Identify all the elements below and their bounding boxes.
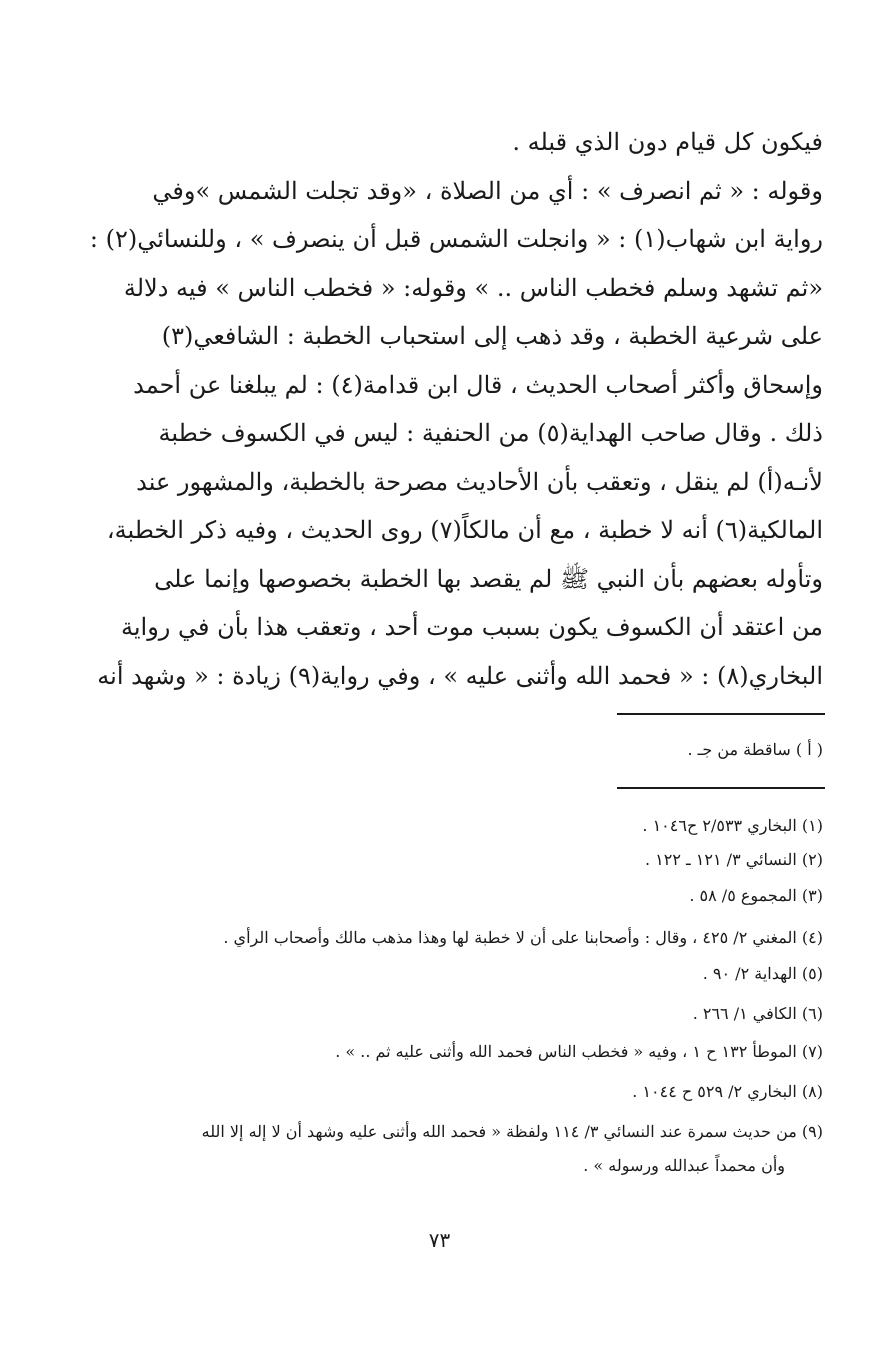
footnote: (٣) المجموع ٥/ ٥٨ . xyxy=(689,886,823,905)
text-line: «ثم تشهد وسلم فخطب الناس .. » وقوله: « فخطب الناس » فيه دلالة xyxy=(123,273,823,302)
text-line: ذلك . وقال صاحب الهداية(٥) من الحنفية : ليس في الكسوف خطبة xyxy=(158,419,823,447)
footnote: (٦) الكافي ١/ ٢٦٦ . xyxy=(692,1004,823,1023)
text-line: رواية ابن شهاب(١) : « وانجلت الشمس قبل أن ينصرف » ، وللنسائي(٢) : xyxy=(89,225,823,253)
footnote: (٢) النسائي ٣/ ١٢١ ـ ١٢٢ . xyxy=(644,850,823,869)
text-line: المالكية(٦) أنه لا خطبة ، مع أن مالكاً(٧) روى الحديث ، وفيه ذكر الخطبة، xyxy=(106,516,823,544)
text-line: وإسحاق وأكثر أصحاب الحديث ، قال ابن قدامة(٤) : لم يبلغنا عن أحمد xyxy=(133,370,823,399)
footnote: (٩) من حديث سمرة عند النسائي ٣/ ١١٤ ولفظة « فحمد الله وأثنى عليه وشهد أن لا إله إلا الله xyxy=(201,1122,823,1141)
footnote: (١) البخاري ٢/٥٣٣ ح١٠٤٦ . xyxy=(642,816,823,835)
footnote: (٤) المغني ٢/ ٤٢٥ ، وقال : وأصحابنا على أن لا خطبة لها وهذا مذهب مالك وأصحاب الرأي . xyxy=(223,928,823,947)
footnote: (٧) الموطأ ١٣٢ ح ١ ، وفيه « فخطب الناس فحمد الله وأثنى عليه ثم .. » . xyxy=(335,1042,823,1061)
footnote: (٨) البخاري ٢/ ٥٢٩ ح ١٠٤٤ . xyxy=(632,1082,823,1101)
text-line: وتأوله بعضهم بأن النبي ﷺ لم يقصد بها الخطبة بخصوصها وإنما على xyxy=(154,564,823,593)
text-line: وقوله : « ثم انصرف » : أي من الصلاة ، «وقد تجلت الشمس »وفي xyxy=(152,176,823,205)
text-line: من اعتقد أن الكسوف يكون بسبب موت أحد ، وتعقب هذا بأن في رواية xyxy=(121,613,823,641)
text-line: لأنـه(أ) لم ينقل ، وتعقب بأن الأحاديث مصرحة بالخطبة، والمشهور عند xyxy=(136,467,823,496)
text-line: فيكون كل قيام دون الذي قبله . xyxy=(512,128,823,156)
manuscript-note: ( أ ) ساقطة من جـ . xyxy=(687,740,823,759)
text-line: البخاري(٨) : « فحمد الله وأثنى عليه » ، وفي رواية(٩) زيادة : « وشهد أنه xyxy=(97,661,823,690)
footnotes xyxy=(140,810,823,1190)
footnote-continuation: وأن محمداً عبدالله ورسوله » . xyxy=(583,1156,785,1175)
footnote: (٥) الهداية ٢/ ٩٠ . xyxy=(702,964,823,983)
footnote-divider-bottom xyxy=(617,787,825,789)
manuscript-note-area xyxy=(140,736,823,776)
main-text xyxy=(89,118,823,700)
page-number: ٧٣ xyxy=(428,1228,451,1252)
footnote-divider-top xyxy=(617,713,825,715)
text-line: على شرعية الخطبة ، وقد ذهب إلى استحباب الخطبة : الشافعي(٣) xyxy=(161,322,823,350)
